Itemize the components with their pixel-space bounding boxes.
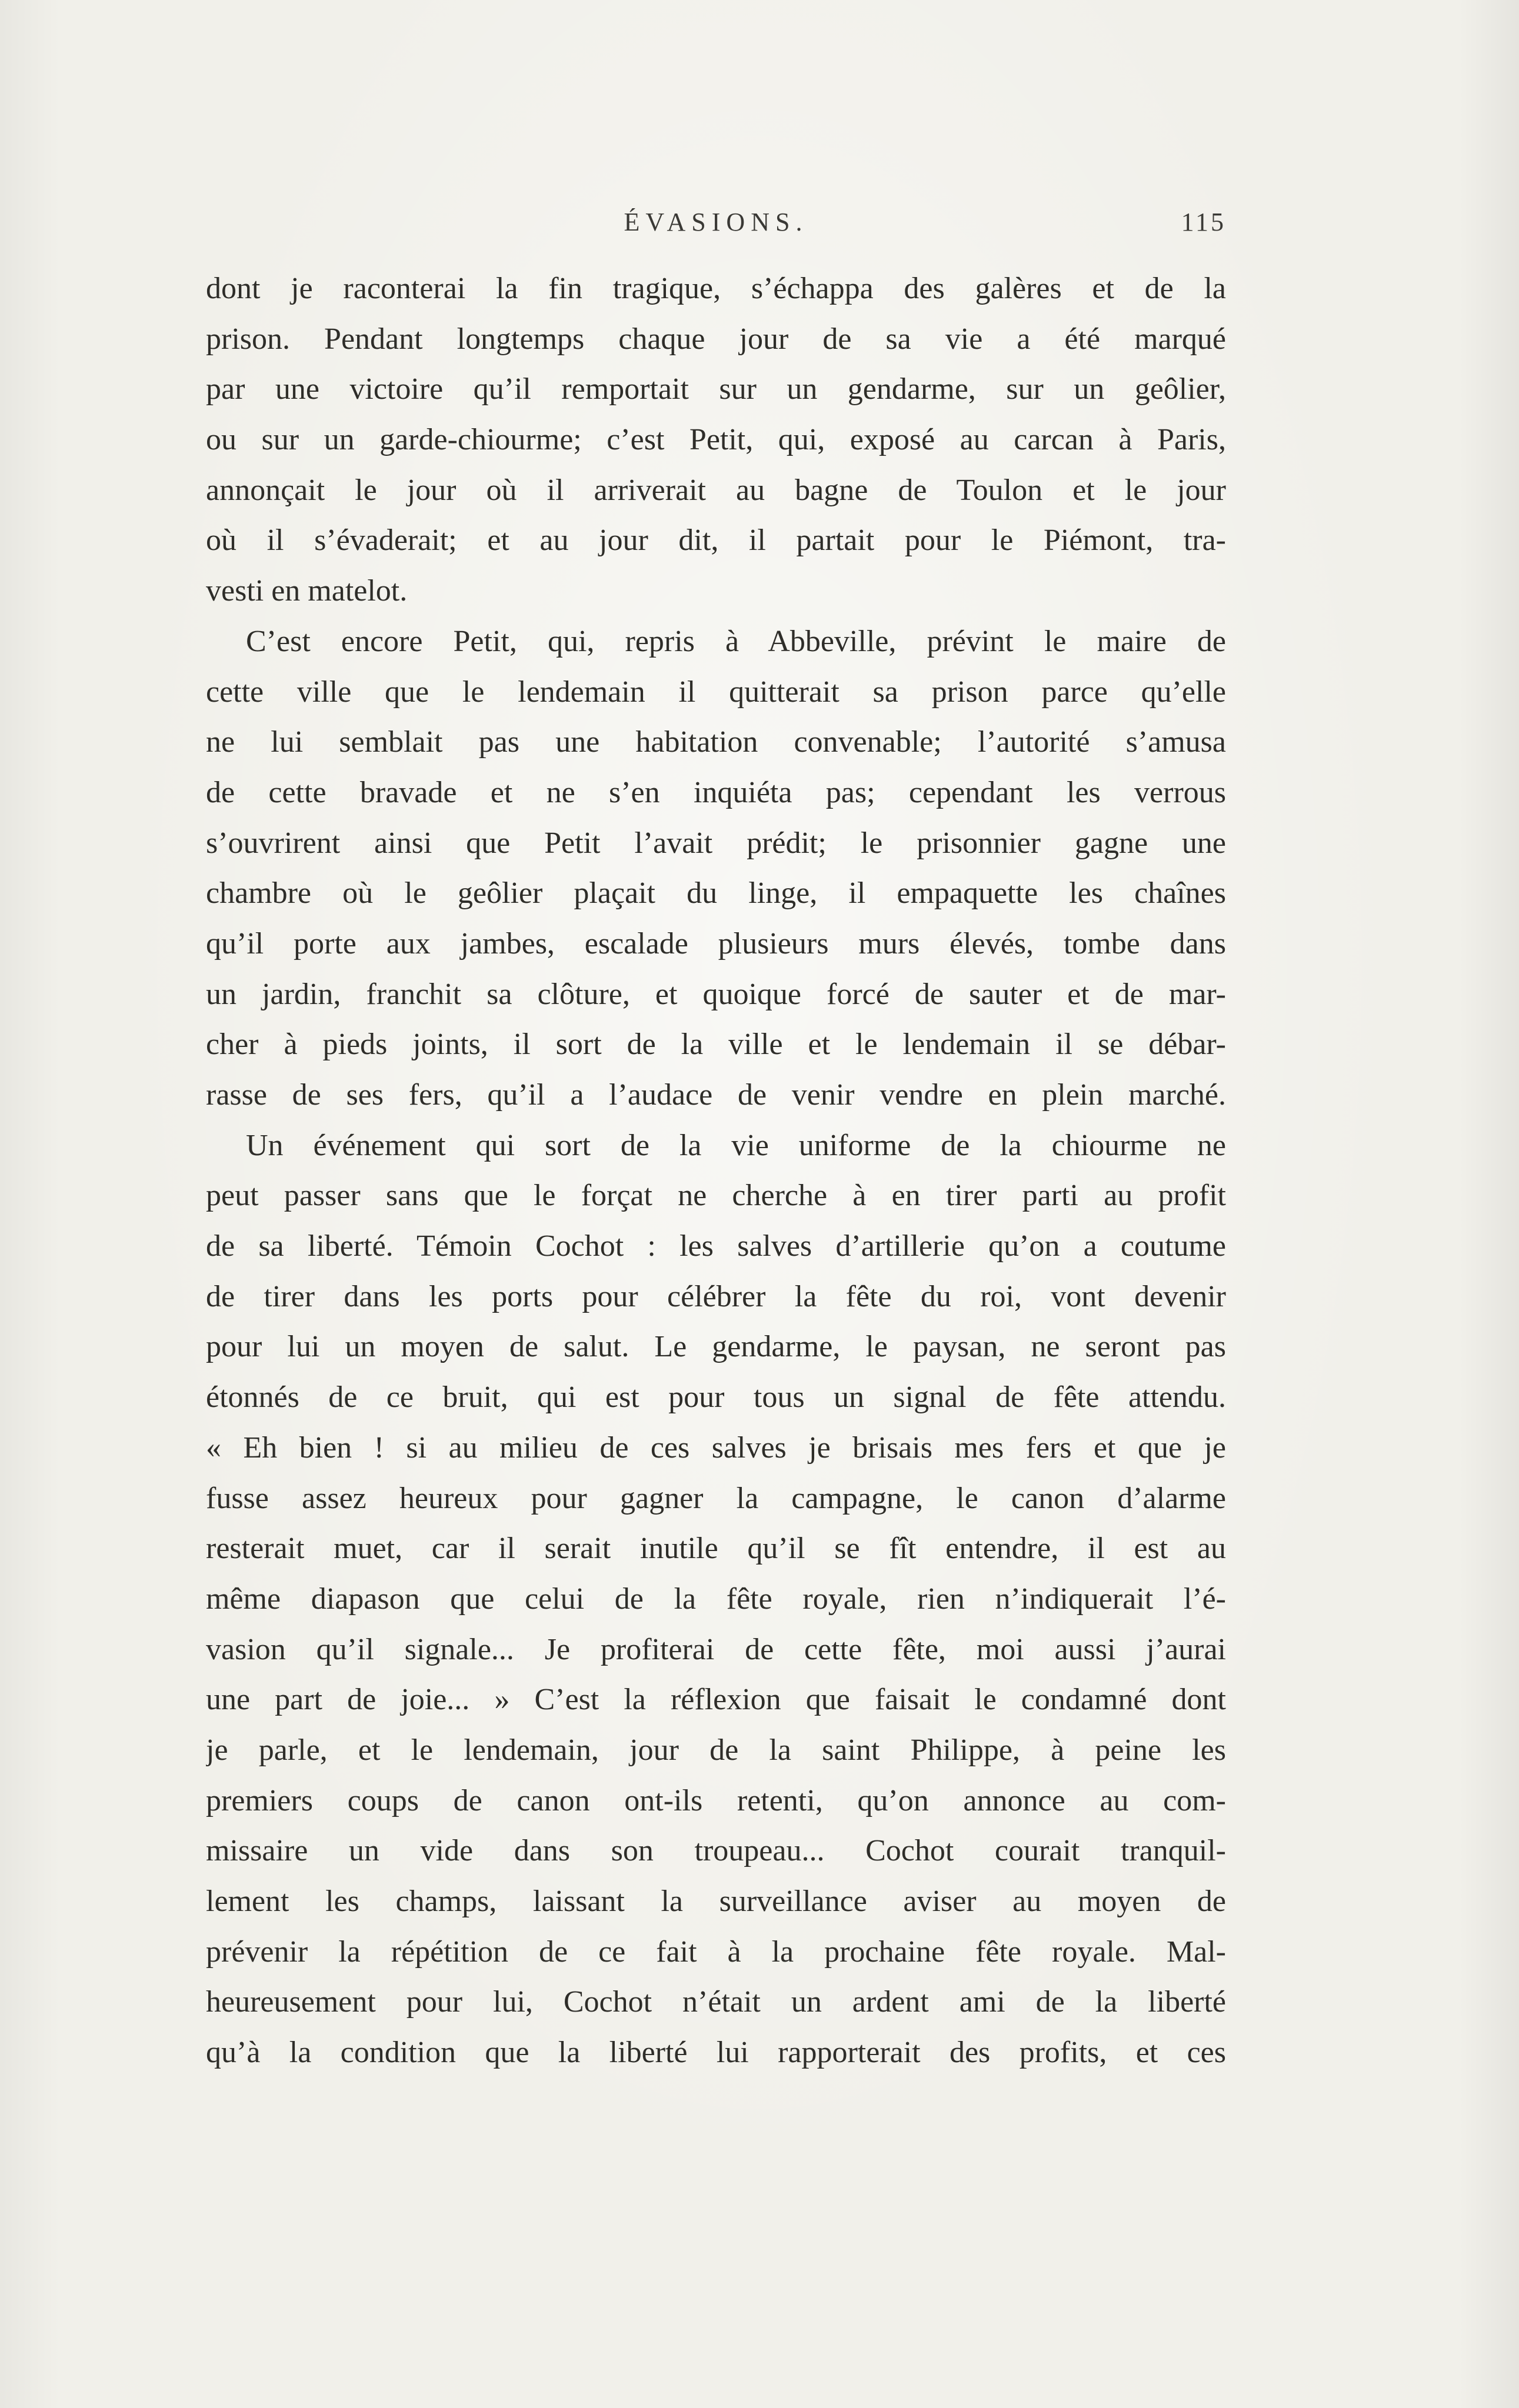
text-line: étonnés de ce bruit, qui est pour tous un signal de fête attendu. bbox=[206, 1380, 1226, 1415]
text-line: lement les champs, laissant la surveillance aviser au moyen de bbox=[206, 1885, 1226, 1918]
text-line: missaire un vide dans son troupeau... Cochot courait tranquil- bbox=[206, 1834, 1226, 1868]
text-line: s’ouvrirent ainsi que Petit l’avait prédit; le prisonnier gagne une bbox=[206, 826, 1226, 860]
text-line: un jardin, franchit sa clôture, et quoique forcé de sauter et de mar- bbox=[206, 977, 1226, 1011]
text-line: ou sur un garde-chiourme; c’est Petit, qui, exposé au carcan à Paris, bbox=[206, 423, 1226, 457]
body-text bbox=[206, 264, 1226, 2078]
page-number: 115 bbox=[1181, 208, 1226, 236]
text-line: prévenir la répétition de ce fait à la prochaine fête royale. Mal- bbox=[206, 1935, 1226, 1969]
text-line: heureusement pour lui, Cochot n’était un ardent ami de la liberté bbox=[206, 1985, 1226, 2019]
text-line: cher à pieds joints, il sort de la ville et le lendemain il se débar- bbox=[206, 1028, 1226, 1062]
running-title: ÉVASIONS. bbox=[624, 208, 808, 236]
paragraph-start-line: C’est encore Petit, qui, repris à Abbeville, prévint le maire de bbox=[246, 624, 1226, 658]
text-line: où il s’évaderait; et au jour dit, il partait pour le Piémont, tra- bbox=[206, 523, 1226, 558]
text-line: prison. Pendant longtemps chaque jour de sa vie a été marqué bbox=[206, 322, 1226, 356]
text-line: rasse de ses fers, qu’il a l’audace de venir vendre en plein marché. bbox=[206, 1078, 1226, 1112]
text-line: chambre où le geôlier plaçait du linge, il empaquette les chaînes bbox=[206, 876, 1226, 910]
text-line: même diapason que celui de la fête royale, rien n’indiquerait l’é- bbox=[206, 1582, 1226, 1616]
text-line: peut passer sans que le forçat ne cherche à en tirer parti au profit bbox=[206, 1179, 1226, 1213]
paragraph-start-line: Un événement qui sort de la vie uniforme de la chiourme ne bbox=[246, 1128, 1226, 1162]
text-line: qu’à la condition que la liberté lui rapporterait des profits, et ces bbox=[206, 2036, 1226, 2070]
text-line: par une victoire qu’il remportait sur un gendarme, sur un geôlier, bbox=[206, 372, 1226, 406]
text-line: je parle, et le lendemain, jour de la saint Philippe, à peine les bbox=[206, 1733, 1226, 1767]
text-line: vesti en matelot. bbox=[206, 574, 408, 608]
text-line: cette ville que le lendemain il quitterait sa prison parce qu’elle bbox=[206, 675, 1226, 709]
text-line: ne lui semblait pas une habitation convenable; l’autorité s’amusa bbox=[206, 725, 1226, 759]
text-line: qu’il porte aux jambes, escalade plusieurs murs élevés, tombe dans bbox=[206, 926, 1226, 960]
text-line: dont je raconterai la fin tragique, s’échappa des galères et de la bbox=[206, 272, 1226, 305]
text-line: de tirer dans les ports pour célébrer la fête du roi, vont devenir bbox=[206, 1279, 1226, 1313]
text-line: « Eh bien ! si au milieu de ces salves je brisais mes fers et que je bbox=[206, 1430, 1226, 1465]
running-head bbox=[206, 207, 1226, 242]
text-line: resterait muet, car il serait inutile qu’il se fît entendre, il est au bbox=[206, 1532, 1226, 1566]
text-line: pour lui un moyen de salut. Le gendarme, le paysan, ne seront pas bbox=[206, 1330, 1226, 1364]
text-line: une part de joie... » C’est la réflexion que faisait le condamné dont bbox=[206, 1683, 1226, 1717]
text-line: fusse assez heureux pour gagner la campagne, le canon d’alarme bbox=[206, 1481, 1226, 1515]
text-line: vasion qu’il signale... Je profiterai de cette fête, moi aussi j’aurai bbox=[206, 1632, 1226, 1666]
text-line: annonçait le jour où il arriverait au bagne de Toulon et le jour bbox=[206, 473, 1226, 507]
text-line: de cette bravade et ne s’en inquiéta pas; cependant les verrous bbox=[206, 775, 1226, 809]
text-line: premiers coups de canon ont-ils retenti, qu’on annonce au com- bbox=[206, 1783, 1226, 1817]
text-line: de sa liberté. Témoin Cochot : les salves d’artillerie qu’on a coutume bbox=[206, 1229, 1226, 1263]
